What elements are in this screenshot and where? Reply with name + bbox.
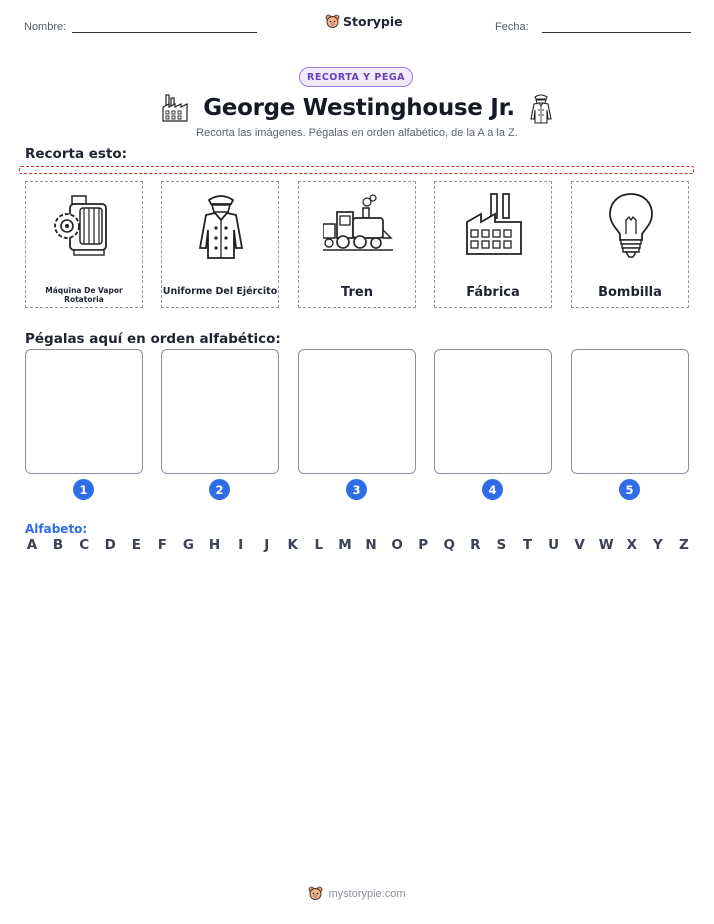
- alphabet-letter: M: [338, 537, 352, 553]
- paste-box-4[interactable]: [434, 349, 552, 474]
- alphabet-letter: E: [131, 537, 141, 553]
- alphabet-letter: O: [391, 537, 403, 553]
- cut-line: [19, 166, 694, 174]
- bear-mascot-icon: [308, 886, 323, 901]
- paste-box-5[interactable]: [571, 349, 689, 474]
- brand-name: Storypie: [343, 14, 403, 29]
- alphabet-letter: N: [365, 537, 377, 553]
- factory-icon: [161, 93, 189, 123]
- title-row: [150, 90, 564, 126]
- alphabet-letter: R: [470, 537, 481, 553]
- cut-card[interactable]: [571, 181, 689, 308]
- instructions: Recorta las imágenes. Pégalas en orden alfabético, de la A a la Z.: [196, 127, 518, 139]
- alphabet-letter: A: [26, 537, 38, 553]
- alphabet-letter: J: [264, 537, 270, 553]
- date-line[interactable]: [542, 32, 691, 33]
- alphabet-letter: I: [238, 537, 244, 553]
- card-label: Bombilla: [598, 285, 662, 300]
- activity-badge: RECORTA Y PEGA: [299, 67, 413, 87]
- alphabet-letter: Q: [443, 537, 455, 553]
- light-bulb-icon: [596, 190, 666, 260]
- alphabet-letter: T: [522, 537, 533, 553]
- alphabet-letter: P: [418, 537, 429, 553]
- alphabet-row: [25, 537, 691, 553]
- cut-section-heading: Recorta esto:: [25, 146, 128, 162]
- alphabet-title: Alfabeto:: [25, 522, 88, 536]
- number-badge: 4: [482, 479, 503, 500]
- date-label: Fecha:: [495, 21, 529, 33]
- train-icon: [323, 190, 393, 260]
- alphabet-letter: F: [157, 537, 167, 553]
- alphabet-letter: W: [598, 537, 614, 553]
- brand-logo: [325, 14, 403, 29]
- alphabet-letter: L: [314, 537, 324, 553]
- bear-mascot-icon: [325, 14, 340, 29]
- paste-box-3[interactable]: [298, 349, 416, 474]
- alphabet-letter: K: [287, 537, 299, 553]
- factory-icon: [459, 190, 529, 260]
- name-label: Nombre:: [24, 21, 67, 33]
- alphabet-letter: Y: [652, 537, 663, 553]
- alphabet-letter: G: [182, 537, 195, 553]
- cut-card[interactable]: [298, 181, 416, 308]
- paste-box-1[interactable]: [25, 349, 143, 474]
- name-line[interactable]: [72, 32, 257, 33]
- number-badge: 3: [346, 479, 367, 500]
- footer: [0, 886, 714, 901]
- number-badge: 1: [73, 479, 94, 500]
- alphabet-letter: C: [79, 537, 90, 553]
- alphabet-letter: D: [104, 537, 116, 553]
- alphabet-letter: B: [52, 537, 64, 553]
- number-badge: 5: [619, 479, 640, 500]
- army-uniform-icon: [529, 92, 553, 124]
- card-label: Máquina De Vapor Rotatoria: [45, 286, 123, 304]
- card-label: Fábrica: [466, 285, 520, 300]
- cut-card[interactable]: [434, 181, 552, 308]
- alphabet-letter: S: [496, 537, 507, 553]
- footer-link[interactable]: mystorypie.com: [328, 887, 406, 900]
- cut-card[interactable]: [161, 181, 279, 308]
- alphabet-letter: X: [626, 537, 637, 553]
- alphabet-letter: Z: [679, 537, 689, 553]
- number-badge: 2: [209, 479, 230, 500]
- alphabet-letter: V: [574, 537, 585, 553]
- card-label: Uniforme Del Ejército: [162, 286, 278, 297]
- paste-box-2[interactable]: [161, 349, 279, 474]
- steam-engine-icon: [50, 190, 120, 260]
- paste-section-heading: Pégalas aquí en orden alfabético:: [25, 331, 281, 347]
- army-uniform-icon: [186, 190, 256, 260]
- cut-card[interactable]: [25, 181, 143, 308]
- alphabet-letter: U: [548, 537, 560, 553]
- page-title: George Westinghouse Jr.: [203, 95, 515, 121]
- alphabet-letter: H: [208, 537, 221, 553]
- card-label: Tren: [341, 285, 373, 300]
